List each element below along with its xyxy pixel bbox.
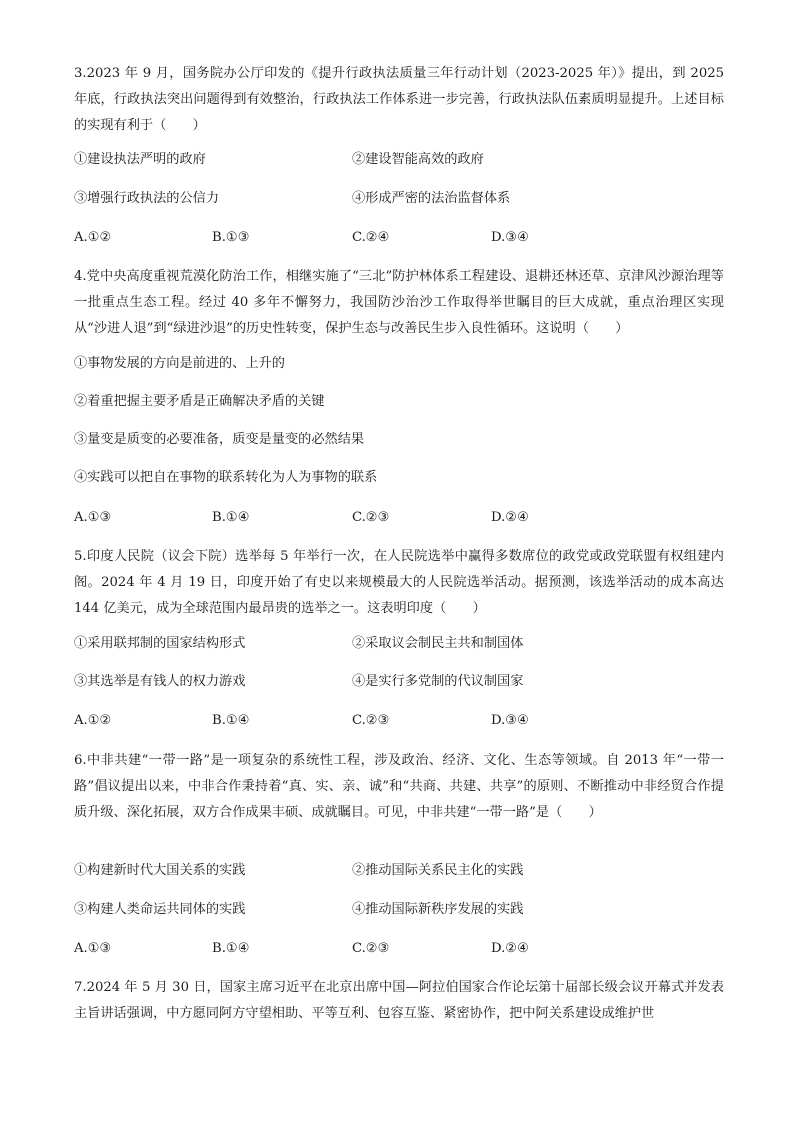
answer-choice: C.②④ — [352, 230, 390, 245]
answer-choice: B.①④ — [212, 941, 250, 956]
option: ①构建新时代大国关系的实践 — [74, 863, 246, 878]
question-stem: 4.党中央高度重视荒漠化防治工作，相继实施了“三北”防护林体系工程建设、退耕还林还草、京津风沙源治理等一批重点生态工程。经过 40 多年不懈努力，我国防沙治沙工作取得举世瞩目的巨大成就，重点治理区实现从“沙进人退”到“绿进沙退”的历史性转变，保护生态与改善民生步入良性循环。这说明（ ） — [74, 269, 724, 336]
question-7 — [74, 975, 724, 1027]
answer-choice: C.②③ — [352, 713, 390, 728]
option: ④形成严密的法治监督体系 — [352, 191, 511, 206]
option: ①采用联邦制的国家结构形式 — [74, 636, 246, 651]
option: ③构建人类命运共同体的实践 — [74, 902, 246, 917]
option: ③增强行政执法的公信力 — [74, 191, 220, 206]
answer-choice: D.②④ — [491, 941, 529, 956]
answer-choice: D.②④ — [491, 510, 529, 525]
question-6 — [74, 748, 724, 826]
answer-choice: A.①② — [74, 713, 112, 728]
option: ②推动国际关系民主化的实践 — [352, 863, 524, 878]
answer-choice: B.①③ — [212, 230, 250, 245]
option: ①事物发展的方向是前进的、上升的 — [74, 356, 285, 371]
option: ④是实行多党制的代议制国家 — [352, 674, 524, 689]
option: ④推动国际新秩序发展的实践 — [352, 902, 524, 917]
question-5 — [74, 544, 724, 622]
option: ③量变是质变的必要准备，质变是量变的必然结果 — [74, 432, 365, 447]
option: ②建设智能高效的政府 — [352, 152, 484, 167]
answer-choice: C.②③ — [352, 941, 390, 956]
option: ③其选举是有钱人的权力游戏 — [74, 674, 246, 689]
question-stem: 3.2023 年 9 月，国务院办公厅印发的《提升行政执法质量三年行动计划（2023-2025 年）》提出，到 2025 年底，行政执法突出问题得到有效整治，行政执法工作体系进一步完善，行政执法队伍素质明显提升。上述目标的实现有利于（ ） — [74, 66, 724, 133]
answer-choice: A.①③ — [74, 941, 112, 956]
answer-choice: A.①② — [74, 230, 112, 245]
option: ①建设执法严明的政府 — [74, 152, 206, 167]
answer-choice: A.①③ — [74, 510, 112, 525]
question-stem: 6.中非共建“一带一路”是一项复杂的系统性工程，涉及政治、经济、文化、生态等领域。自 2013 年“一带一路”倡议提出以来，中非合作秉持着“真、实、亲、诚”和“共商、共建、共享”的原则、不断推动中非经贸合作提质升级、深化拓展，双方合作成果丰硕、成就瞩目。可见，中非共建“一带一路”是（ ） — [74, 753, 724, 820]
option: ②着重把握主要矛盾是正确解决矛盾的关键 — [74, 394, 325, 409]
question-stem: 7.2024 年 5 月 30 日，国家主席习近平在北京出席中国—阿拉伯国家合作论坛第十届部长级会议开幕式并发表主旨讲话强调，中方愿同阿方守望相助、平等互利、包容互鉴、紧密协作，把中阿关系建设成维护世 — [74, 980, 724, 1021]
answer-choice: C.②③ — [352, 510, 390, 525]
answer-choice: D.③④ — [491, 713, 529, 728]
answer-choice: D.③④ — [491, 230, 529, 245]
answer-choice: B.①④ — [212, 713, 250, 728]
question-3 — [74, 61, 724, 139]
question-4 — [74, 264, 724, 342]
option: ②采取议会制民主共和制国体 — [352, 636, 524, 651]
question-stem: 5.印度人民院（议会下院）选举每 5 年举行一次，在人民院选举中赢得多数席位的政党或政党联盟有权组建内阁。2024 年 4 月 19 日，印度开始了有史以来规模最大的人民院选举活动。据预测，该选举活动的成本高达 144 亿美元，成为全球范围内最昂贵的选举之一。这表明印度（ ） — [74, 549, 724, 616]
option: ④实践可以把自在事物的联系转化为人为事物的联系 — [74, 470, 378, 485]
answer-choice: B.①④ — [212, 510, 250, 525]
